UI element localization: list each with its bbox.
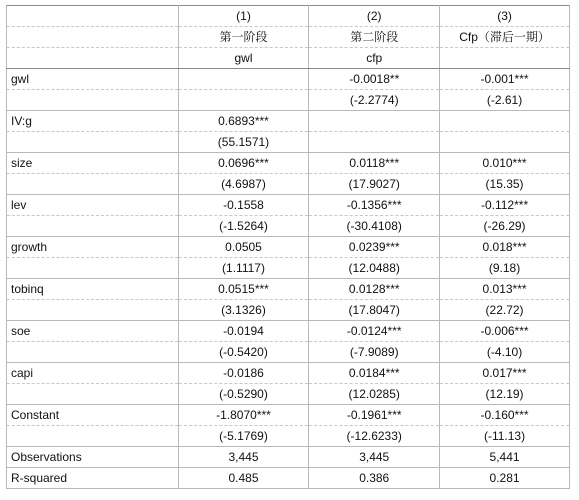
- tstat-cell: (-12.6233): [309, 426, 440, 447]
- tstat-cell: (12.0488): [309, 258, 440, 279]
- coef-cell: 0.013***: [440, 279, 570, 300]
- row-label: growth: [7, 237, 179, 258]
- tstat-cell: (9.18): [440, 258, 570, 279]
- tstat-cell: (55.1571): [178, 132, 309, 153]
- coef-row: [7, 363, 570, 384]
- tstat-cell: (-5.1769): [178, 426, 309, 447]
- coef-cell: 0.010***: [440, 153, 570, 174]
- stat-cell: 0.485: [178, 468, 309, 489]
- stage-label-1: 第一阶段: [178, 27, 309, 48]
- coef-cell: -0.0124***: [309, 321, 440, 342]
- coef-cell: -0.1558: [178, 195, 309, 216]
- tstat-cell: (-11.13): [440, 426, 570, 447]
- coef-cell: [440, 111, 570, 132]
- coef-cell: [178, 69, 309, 90]
- tstat-cell: (12.19): [440, 384, 570, 405]
- row-label: gwl: [7, 69, 179, 90]
- tstat-cell: (1.1117): [178, 258, 309, 279]
- tstat-cell: (17.8047): [309, 300, 440, 321]
- stat-row: [7, 447, 570, 468]
- dep-var-3: [440, 48, 570, 69]
- row-label: tobinq: [7, 279, 179, 300]
- coef-cell: -0.112***: [440, 195, 570, 216]
- tstat-cell: (17.9027): [309, 174, 440, 195]
- coef-cell: -0.0018**: [309, 69, 440, 90]
- header-empty-cell: [7, 6, 179, 27]
- stat-label: Observations: [7, 447, 179, 468]
- coef-cell: -0.0186: [178, 363, 309, 384]
- coef-row: [7, 69, 570, 90]
- row-label: lev: [7, 195, 179, 216]
- coef-cell: [309, 111, 440, 132]
- coef-cell: 0.0184***: [309, 363, 440, 384]
- coef-row: [7, 237, 570, 258]
- coef-cell: -0.1961***: [309, 405, 440, 426]
- dep-var-1: gwl: [178, 48, 309, 69]
- tstat-cell: (-0.5420): [178, 342, 309, 363]
- tstat-cell: (-2.61): [440, 90, 570, 111]
- tstat-cell: (3.1326): [178, 300, 309, 321]
- coef-cell: 0.017***: [440, 363, 570, 384]
- tstat-cell: [178, 90, 309, 111]
- coef-cell: -0.001***: [440, 69, 570, 90]
- coef-cell: 0.018***: [440, 237, 570, 258]
- tstat-row: [7, 174, 570, 195]
- row-label-empty: [7, 132, 179, 153]
- stat-row: [7, 468, 570, 489]
- row-label-empty: [7, 90, 179, 111]
- coef-row: [7, 405, 570, 426]
- row-label-empty: [7, 174, 179, 195]
- header-empty-cell: [7, 27, 179, 48]
- coef-cell: 0.0696***: [178, 153, 309, 174]
- tstat-row: [7, 132, 570, 153]
- row-label-empty: [7, 426, 179, 447]
- tstat-cell: (-0.5290): [178, 384, 309, 405]
- tstat-cell: (-26.29): [440, 216, 570, 237]
- stat-cell: 5,441: [440, 447, 570, 468]
- coef-cell: -1.8070***: [178, 405, 309, 426]
- coef-cell: 0.0505: [178, 237, 309, 258]
- regression-table-body: [7, 6, 570, 489]
- tstat-row: [7, 258, 570, 279]
- coef-row: [7, 279, 570, 300]
- tstat-row: [7, 300, 570, 321]
- tstat-cell: (-2.2774): [309, 90, 440, 111]
- col-number-3: (3): [440, 6, 570, 27]
- tstat-cell: (12.0285): [309, 384, 440, 405]
- col-number-1: (1): [178, 6, 309, 27]
- coef-cell: -0.1356***: [309, 195, 440, 216]
- header-row-stage: [7, 27, 570, 48]
- tstat-cell: (-4.10): [440, 342, 570, 363]
- stage-label-2: 第二阶段: [309, 27, 440, 48]
- row-label: IV:g: [7, 111, 179, 132]
- tstat-cell: (15.35): [440, 174, 570, 195]
- tstat-cell: [309, 132, 440, 153]
- header-empty-cell: [7, 48, 179, 69]
- coef-cell: 0.0239***: [309, 237, 440, 258]
- row-label-empty: [7, 384, 179, 405]
- coef-cell: 0.0515***: [178, 279, 309, 300]
- stat-cell: 0.386: [309, 468, 440, 489]
- coef-row: [7, 153, 570, 174]
- row-label: soe: [7, 321, 179, 342]
- tstat-cell: [440, 132, 570, 153]
- col-number-2: (2): [309, 6, 440, 27]
- tstat-cell: (-1.5264): [178, 216, 309, 237]
- tstat-row: [7, 426, 570, 447]
- row-label-empty: [7, 342, 179, 363]
- dep-var-2: cfp: [309, 48, 440, 69]
- header-row-col-numbers: [7, 6, 570, 27]
- tstat-row: [7, 384, 570, 405]
- header-row-depvar: [7, 48, 570, 69]
- tstat-row: [7, 342, 570, 363]
- row-label-empty: [7, 300, 179, 321]
- row-label: capi: [7, 363, 179, 384]
- tstat-row: [7, 216, 570, 237]
- coef-cell: 0.0128***: [309, 279, 440, 300]
- coef-cell: 0.6893***: [178, 111, 309, 132]
- tstat-cell: (22.72): [440, 300, 570, 321]
- row-label-empty: [7, 258, 179, 279]
- coef-cell: -0.006***: [440, 321, 570, 342]
- tstat-row: [7, 90, 570, 111]
- row-label: Constant: [7, 405, 179, 426]
- tstat-cell: (4.6987): [178, 174, 309, 195]
- coef-cell: -0.0194: [178, 321, 309, 342]
- coef-row: [7, 111, 570, 132]
- coef-row: [7, 321, 570, 342]
- regression-table: [6, 5, 570, 489]
- stat-cell: 3,445: [178, 447, 309, 468]
- stat-label: R-squared: [7, 468, 179, 489]
- tstat-cell: (-30.4108): [309, 216, 440, 237]
- row-label-empty: [7, 216, 179, 237]
- coef-cell: -0.160***: [440, 405, 570, 426]
- tstat-cell: (-7.9089): [309, 342, 440, 363]
- coef-row: [7, 195, 570, 216]
- stat-cell: 0.281: [440, 468, 570, 489]
- row-label: size: [7, 153, 179, 174]
- stage-label-3: Cfp（滞后一期）: [440, 27, 570, 48]
- stat-cell: 3,445: [309, 447, 440, 468]
- coef-cell: 0.0118***: [309, 153, 440, 174]
